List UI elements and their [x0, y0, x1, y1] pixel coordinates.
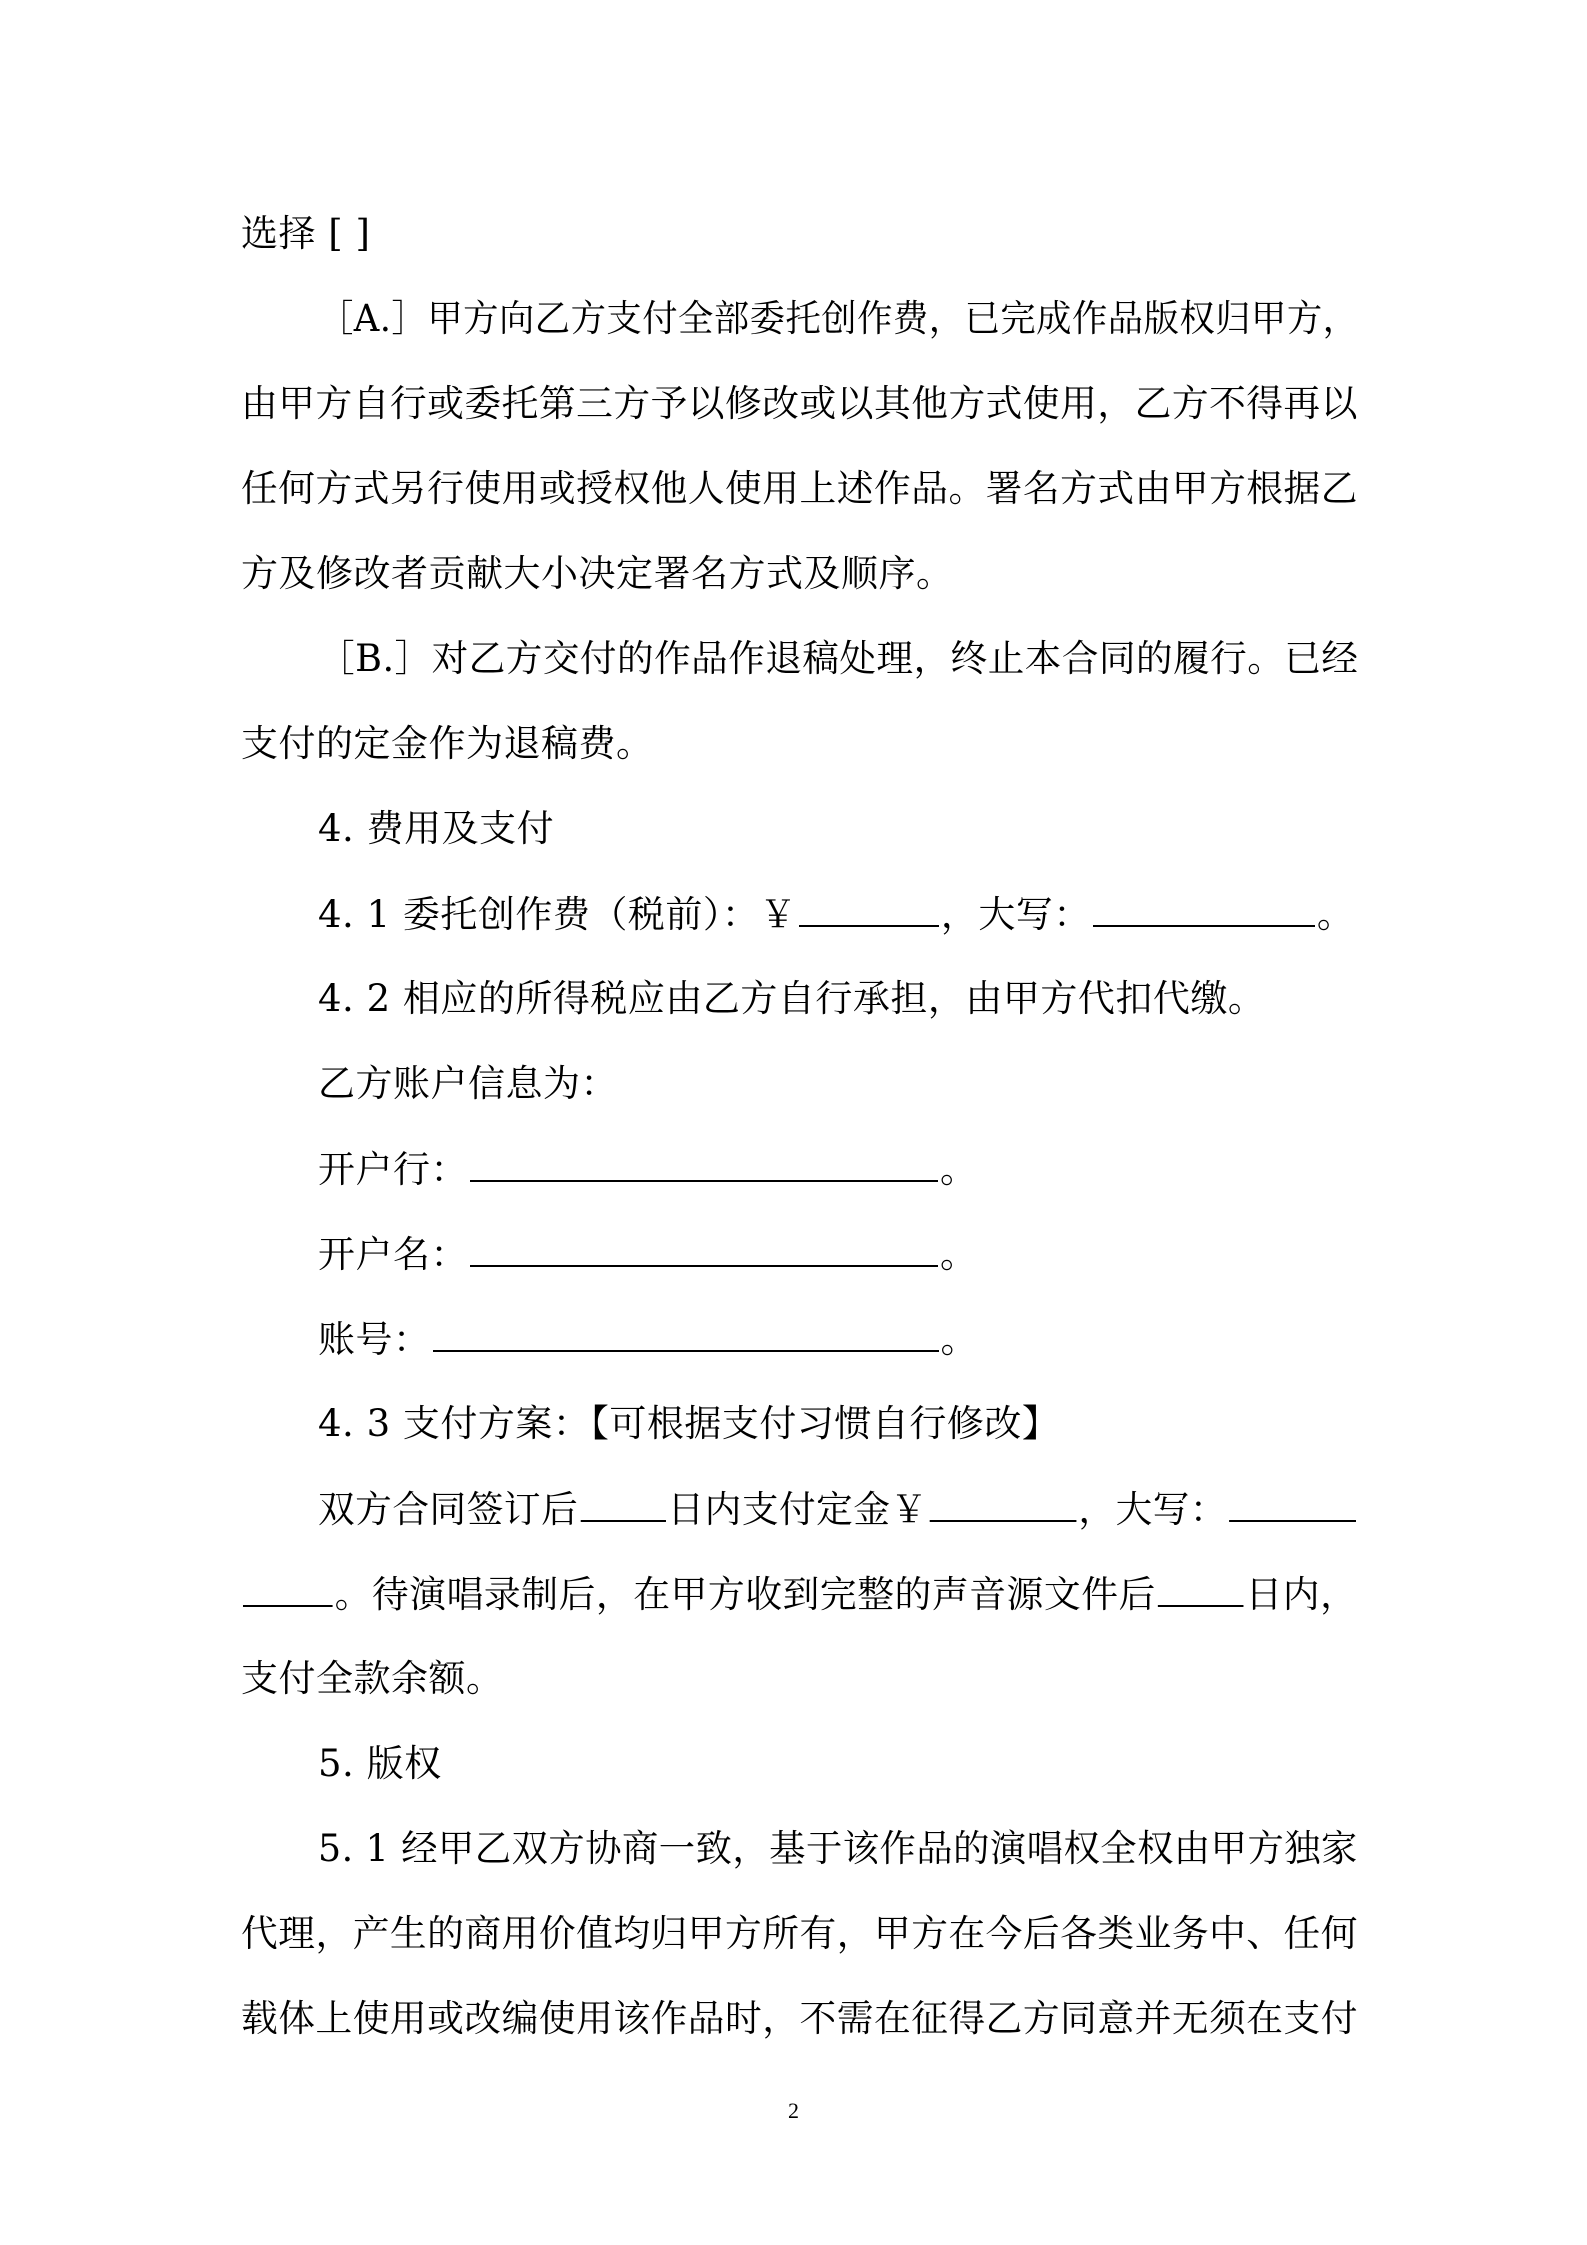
text-span: 日内， — [1245, 1573, 1358, 1616]
text-line: 支付全款余额。 — [241, 1657, 504, 1700]
text-line: 任何方式另行使用或授权他人使用上述作品。署名方式由甲方根据乙 — [241, 467, 1359, 510]
period: 。 — [940, 1233, 978, 1276]
days-blank — [580, 1486, 665, 1522]
page-number: 2 — [788, 2098, 799, 2123]
account-number-blank — [433, 1316, 939, 1352]
deposit-uppercase-blank-cont — [243, 1571, 333, 1607]
text-span: ，大写： — [1078, 1488, 1228, 1531]
text-line: 4. 3 支付方案：【可根据支付习惯自行修改】 — [318, 1402, 1060, 1445]
text-span: 日内支付定金￥ — [667, 1488, 928, 1531]
section-heading: 4. 费用及支付 — [318, 807, 555, 850]
account-number-label: 账号： — [318, 1318, 431, 1361]
fee-label: 4. 1 委托创作费（税前）：￥ — [318, 893, 797, 936]
text-span: 双方合同签订后 — [318, 1488, 579, 1531]
text-line: 乙方账户信息为： — [318, 1062, 618, 1105]
text-line: 方及修改者贡献大小决定署名方式及顺序。 — [241, 552, 954, 595]
period: 。 — [1316, 893, 1355, 936]
account-name-blank — [470, 1231, 938, 1267]
section-heading: 5. 版权 — [318, 1742, 442, 1785]
deposit-amount-blank — [930, 1486, 1077, 1522]
text-line: 5. 1 经甲乙双方协商一致，基于该作品的演唱权全权由甲方独家 — [318, 1827, 1358, 1870]
period: 。 — [940, 1318, 978, 1361]
account-name-label: 开户名： — [318, 1233, 468, 1276]
bank-blank — [470, 1146, 938, 1182]
fee-uppercase-label: ，大写： — [940, 893, 1091, 936]
text-line: 载体上使用或改编使用该作品时，不需在征得乙方同意并无须在支付 — [241, 1997, 1359, 2040]
fee-uppercase-blank — [1093, 891, 1315, 927]
payment-plan-line — [318, 1486, 1358, 1533]
text-line: 4. 2 相应的所得税应由乙方自行承担，由甲方代扣代缴。 — [318, 977, 1266, 1020]
text-line: ［A.］甲方向乙方支付全部委托创作费，已完成作品版权归甲方， — [318, 297, 1359, 340]
text-line: 支付的定金作为退稿费。 — [241, 722, 654, 765]
text-line: 代理，产生的商用价值均归甲方所有，甲方在今后各类业务中、任何 — [241, 1912, 1359, 1955]
bank-label: 开户行： — [318, 1148, 468, 1191]
account-name-line — [318, 1231, 978, 1278]
account-number-line — [318, 1316, 978, 1363]
payment-plan-line — [241, 1571, 1357, 1618]
fee-line — [318, 891, 1354, 938]
fee-amount-blank — [799, 891, 939, 927]
text-line: ［B.］对乙方交付的作品作退稿处理，终止本合同的履行。已经 — [318, 637, 1359, 680]
deposit-uppercase-blank — [1229, 1486, 1356, 1522]
bank-line — [318, 1146, 978, 1193]
period: 。 — [940, 1148, 978, 1191]
text-line: 选择 [ ] — [241, 212, 371, 255]
text-span: 。待演唱录制后，在甲方收到完整的声音源文件后 — [334, 1573, 1156, 1616]
text-line: 由甲方自行或委托第三方予以修改或以其他方式使用，乙方不得再以 — [241, 382, 1359, 425]
days-blank — [1158, 1571, 1244, 1607]
